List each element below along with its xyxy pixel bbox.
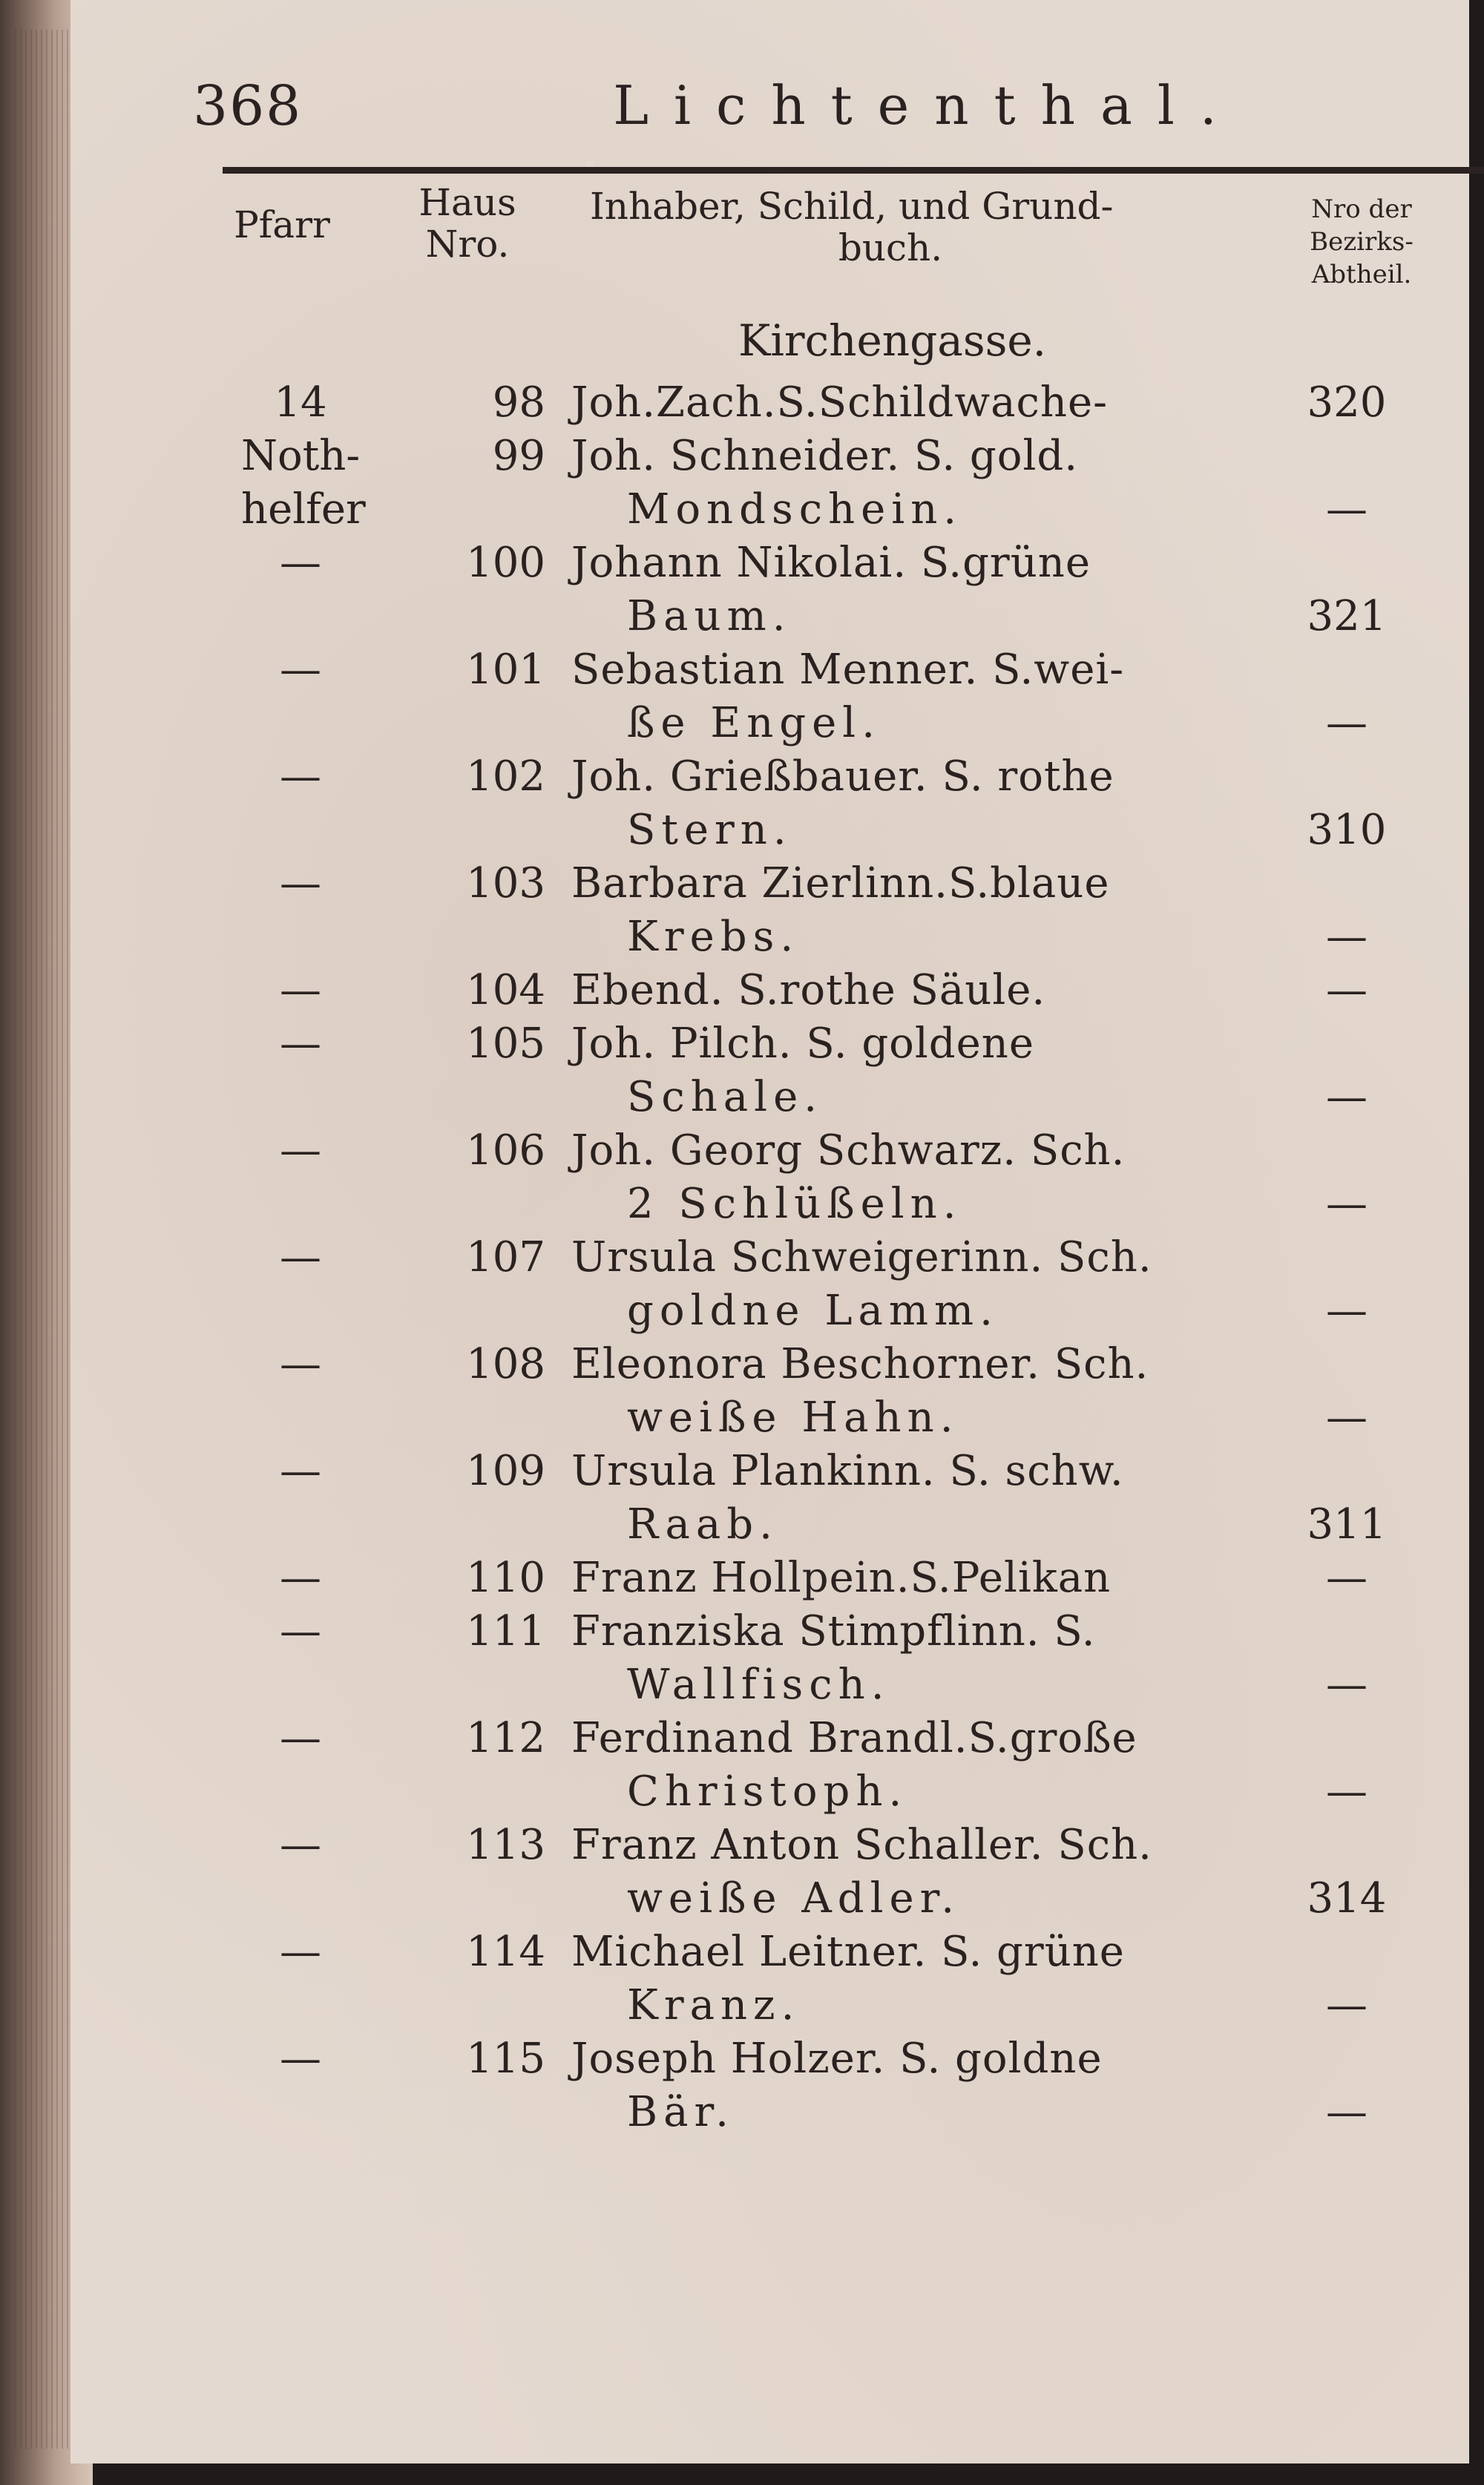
- table-row: [70, 1928, 1469, 1981]
- pfarr-cell: —: [280, 2035, 321, 2083]
- owner-sign-cell: Ferdinand Brandl.S.große: [571, 1714, 1137, 1762]
- pfarr-cell: —: [280, 1714, 321, 1762]
- house-number-cell: 98: [492, 378, 545, 427]
- owner-sign-cell: ße Engel.: [627, 699, 881, 747]
- pfarr-cell: —: [280, 1447, 321, 1495]
- district-number-cell: 321: [1307, 592, 1387, 640]
- table-row: [70, 1500, 1469, 1554]
- column-header-inhaber-line1: Inhaber, Schild, und Grund-: [590, 185, 1114, 228]
- table-row: [70, 1821, 1469, 1874]
- house-number-cell: 109: [466, 1447, 545, 1495]
- owner-sign-cell: Eleonora Beschorner. Sch.: [571, 1340, 1149, 1388]
- house-number-cell: 99: [492, 432, 545, 480]
- pfarr-cell: —: [280, 1020, 321, 1068]
- owner-sign-cell: 2 Schlüßeln.: [627, 1180, 962, 1228]
- pfarr-cell: —: [280, 1233, 321, 1281]
- house-number-cell: 105: [466, 1020, 545, 1068]
- table-row: [70, 859, 1469, 913]
- pfarr-cell: —: [280, 539, 321, 587]
- column-header-bezirk-line1: Nro der: [1311, 194, 1412, 224]
- pfarr-cell: —: [280, 752, 321, 801]
- column-header-bezirk-line3: Abtheil.: [1311, 260, 1412, 289]
- pfarr-cell: —: [280, 646, 321, 694]
- owner-sign-cell: weiße Adler.: [627, 1874, 961, 1923]
- district-number-cell: —: [1326, 1393, 1368, 1442]
- district-number-cell: 310: [1307, 806, 1387, 854]
- table-row: [70, 1714, 1469, 1767]
- table-row: [70, 1981, 1469, 2035]
- district-number-cell: —: [1326, 485, 1368, 534]
- column-header-inhaber-line2: buch.: [838, 226, 943, 269]
- owner-sign-cell: Joh. Pilch. S. goldene: [571, 1020, 1034, 1068]
- table-row: [70, 1073, 1469, 1126]
- house-number-cell: 102: [466, 752, 545, 801]
- table-row: [70, 699, 1469, 752]
- page-header: [193, 74, 1469, 156]
- district-number-cell: —: [1326, 1073, 1368, 1121]
- column-header-pfarr: Pfarr: [234, 203, 330, 246]
- owner-sign-cell: Stern.: [627, 806, 792, 854]
- district-number-cell: 311: [1307, 1500, 1387, 1549]
- owner-sign-cell: Sebastian Menner. S.wei-: [571, 646, 1125, 694]
- pfarr-cell: —: [280, 1821, 321, 1869]
- district-number-cell: —: [1326, 699, 1368, 747]
- column-header-haus-line1: Haus: [418, 181, 516, 224]
- owner-sign-cell: Michael Leitner. S. grüne: [571, 1928, 1125, 1976]
- owner-sign-cell: Raab.: [627, 1500, 778, 1549]
- district-number-cell: —: [1326, 1554, 1368, 1602]
- district-number-cell: —: [1326, 1767, 1368, 1816]
- house-number-cell: 114: [466, 1928, 545, 1976]
- district-number-cell: —: [1326, 1180, 1368, 1228]
- district-number-cell: —: [1326, 1661, 1368, 1709]
- table-row: [70, 1661, 1469, 1714]
- table-row: [70, 1554, 1469, 1607]
- owner-sign-cell: Krebs.: [627, 913, 800, 961]
- owner-sign-cell: Ebend. S.rothe Säule.: [571, 966, 1046, 1014]
- owner-sign-cell: Franz Hollpein.S.Pelikan: [571, 1554, 1112, 1602]
- table-row: [70, 378, 1469, 432]
- column-header-haus: [390, 182, 545, 265]
- owner-sign-cell: Johann Nikolai. S.grüne: [571, 539, 1091, 587]
- table-row: [70, 966, 1469, 1020]
- district-number-cell: 314: [1307, 1874, 1387, 1923]
- table-row: [70, 2088, 1469, 2141]
- house-number-cell: 101: [466, 646, 545, 694]
- owner-sign-cell: Joseph Holzer. S. goldne: [571, 2035, 1103, 2083]
- column-header-haus-line2: Nro.: [425, 223, 510, 266]
- table-row: [70, 2035, 1469, 2088]
- table-row: [70, 592, 1469, 646]
- table-row: [70, 1020, 1469, 1073]
- table-row: [70, 1767, 1469, 1821]
- header-rule: [223, 167, 1484, 174]
- house-number-cell: 111: [466, 1607, 545, 1655]
- section-title: Kirchengasse.: [738, 315, 1047, 366]
- owner-sign-cell: Wallfisch.: [627, 1661, 890, 1709]
- table-row: [70, 1180, 1469, 1233]
- owner-sign-cell: Franz Anton Schaller. Sch.: [571, 1821, 1152, 1869]
- table-row: [70, 752, 1469, 806]
- district-number-cell: —: [1326, 1287, 1368, 1335]
- owner-sign-cell: Barbara Zierlinn.S.blaue: [571, 859, 1110, 907]
- table-row: [70, 1607, 1469, 1661]
- table-row: [70, 1447, 1469, 1500]
- table-row: [70, 1126, 1469, 1180]
- table-row: [70, 1287, 1469, 1340]
- pfarr-cell: —: [280, 1340, 321, 1388]
- house-number-cell: 103: [466, 859, 545, 907]
- owner-sign-cell: Joh. Georg Schwarz. Sch.: [571, 1126, 1126, 1175]
- pfarr-cell: —: [280, 1928, 321, 1976]
- house-number-cell: 100: [466, 539, 545, 587]
- page-number: 368: [193, 74, 303, 138]
- owner-sign-cell: goldne Lamm.: [627, 1287, 999, 1335]
- pfarr-cell: 14: [274, 378, 327, 427]
- table-row: [70, 1393, 1469, 1447]
- house-number-cell: 108: [466, 1340, 545, 1388]
- house-number-cell: 106: [466, 1126, 545, 1175]
- owner-sign-cell: Ursula Schweigerinn. Sch.: [571, 1233, 1152, 1281]
- owner-sign-cell: Schale.: [627, 1073, 824, 1121]
- district-number-cell: 320: [1307, 378, 1387, 427]
- pfarr-cell: helfer: [241, 485, 366, 534]
- table-row: [70, 432, 1469, 485]
- owner-sign-cell: Bär.: [627, 2088, 735, 2136]
- running-title: Lichtenthal.: [613, 74, 1242, 137]
- house-number-cell: 112: [466, 1714, 545, 1762]
- owner-sign-cell: Joh. Grießbauer. S. rothe: [571, 752, 1114, 801]
- owner-sign-cell: Christoph.: [627, 1767, 908, 1816]
- pfarr-cell: —: [280, 1126, 321, 1175]
- owner-sign-cell: Ursula Plankinn. S. schw.: [571, 1447, 1124, 1495]
- district-number-cell: —: [1326, 966, 1368, 1014]
- pfarr-cell: —: [280, 1554, 321, 1602]
- house-number-cell: 115: [466, 2035, 545, 2083]
- column-header-bezirk-line2: Bezirks-: [1310, 227, 1414, 257]
- owner-sign-cell: Joh. Schneider. S. gold.: [571, 432, 1079, 480]
- table-row: [70, 646, 1469, 699]
- pfarr-cell: —: [280, 1607, 321, 1655]
- table-row: [70, 913, 1469, 966]
- owner-sign-cell: Baum.: [627, 592, 792, 640]
- owner-sign-cell: Franziska Stimpflinn. S.: [571, 1607, 1096, 1655]
- table-row: [70, 539, 1469, 592]
- pfarr-cell: —: [280, 859, 321, 907]
- owner-sign-cell: Joh.Zach.S.Schildwache-: [571, 378, 1108, 427]
- house-number-cell: 104: [466, 966, 545, 1014]
- book-page: [70, 0, 1469, 2463]
- table-row: [70, 1874, 1469, 1928]
- house-number-cell: 113: [466, 1821, 545, 1869]
- rule-gap: [1202, 161, 1209, 167]
- table-row: [70, 1340, 1469, 1393]
- owner-sign-cell: weiße Hahn.: [627, 1393, 959, 1442]
- table-row: [70, 806, 1469, 859]
- table-row: [70, 485, 1469, 539]
- house-number-cell: 110: [466, 1554, 545, 1602]
- owner-sign-cell: Mondschein.: [627, 485, 963, 534]
- district-number-cell: —: [1326, 913, 1368, 961]
- column-header-bezirk: [1243, 193, 1480, 291]
- district-number-cell: —: [1326, 2088, 1368, 2136]
- house-number-cell: 107: [466, 1233, 545, 1281]
- column-header-inhaber: [575, 186, 1295, 269]
- pfarr-cell: —: [280, 966, 321, 1014]
- table-row: [70, 1233, 1469, 1287]
- rule-gap: [586, 161, 594, 167]
- district-number-cell: —: [1326, 1981, 1368, 2029]
- pfarr-cell: Noth-: [241, 432, 361, 480]
- owner-sign-cell: Kranz.: [627, 1981, 801, 2029]
